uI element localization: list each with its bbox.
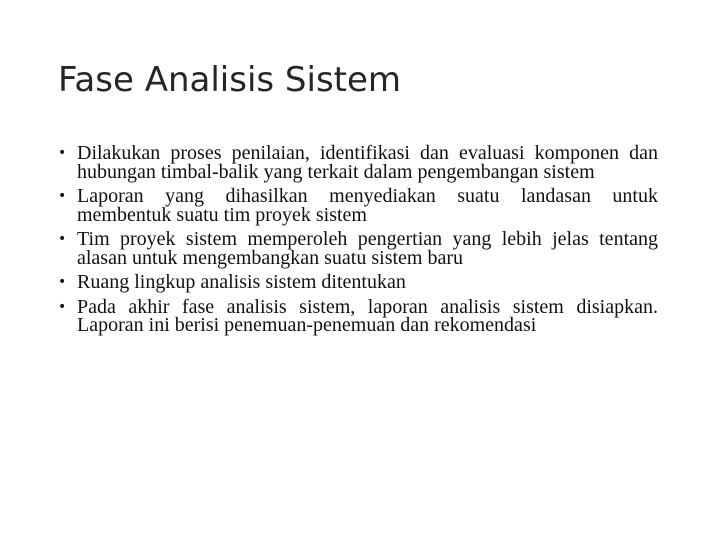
bullet-list [58,144,658,335]
bullet-text: Laporan yang dihasilkan menyediakan suatu landasan untuk membentuk suatu tim proyek sistem [77,185,658,226]
bullet-item [58,230,658,267]
slide-title: Fase Analisis Sistem [58,60,402,100]
bullet-item [58,295,658,336]
bullet-dot-icon: • [58,274,67,290]
bullet-text: Tim proyek sistem memperoleh pengertian yang lebih jelas tentang alasan untuk mengembangkan suatu sistem baru [77,228,658,269]
bullet-text: Ruang lingkup analisis sistem ditentukan [77,271,406,293]
bullet-item [58,144,658,181]
bullet-dot-icon: • [58,188,67,204]
bullet-dot-icon: • [58,145,67,161]
bullet-text: Pada akhir fase analisis sistem, laporan analisis sistem disiapkan. Laporan ini berisi penemuan-penemuan dan rekomendasi [77,295,658,336]
bullet-item [58,187,658,224]
bullet-dot-icon: • [58,298,67,315]
bullet-item [58,273,658,292]
bullet-text: Dilakukan proses penilaian, identifikasi dan evaluasi komponen dan hubungan timbal-balik yang terkait dalam pengembangan sistem [77,142,658,183]
bullet-dot-icon: • [58,231,67,247]
